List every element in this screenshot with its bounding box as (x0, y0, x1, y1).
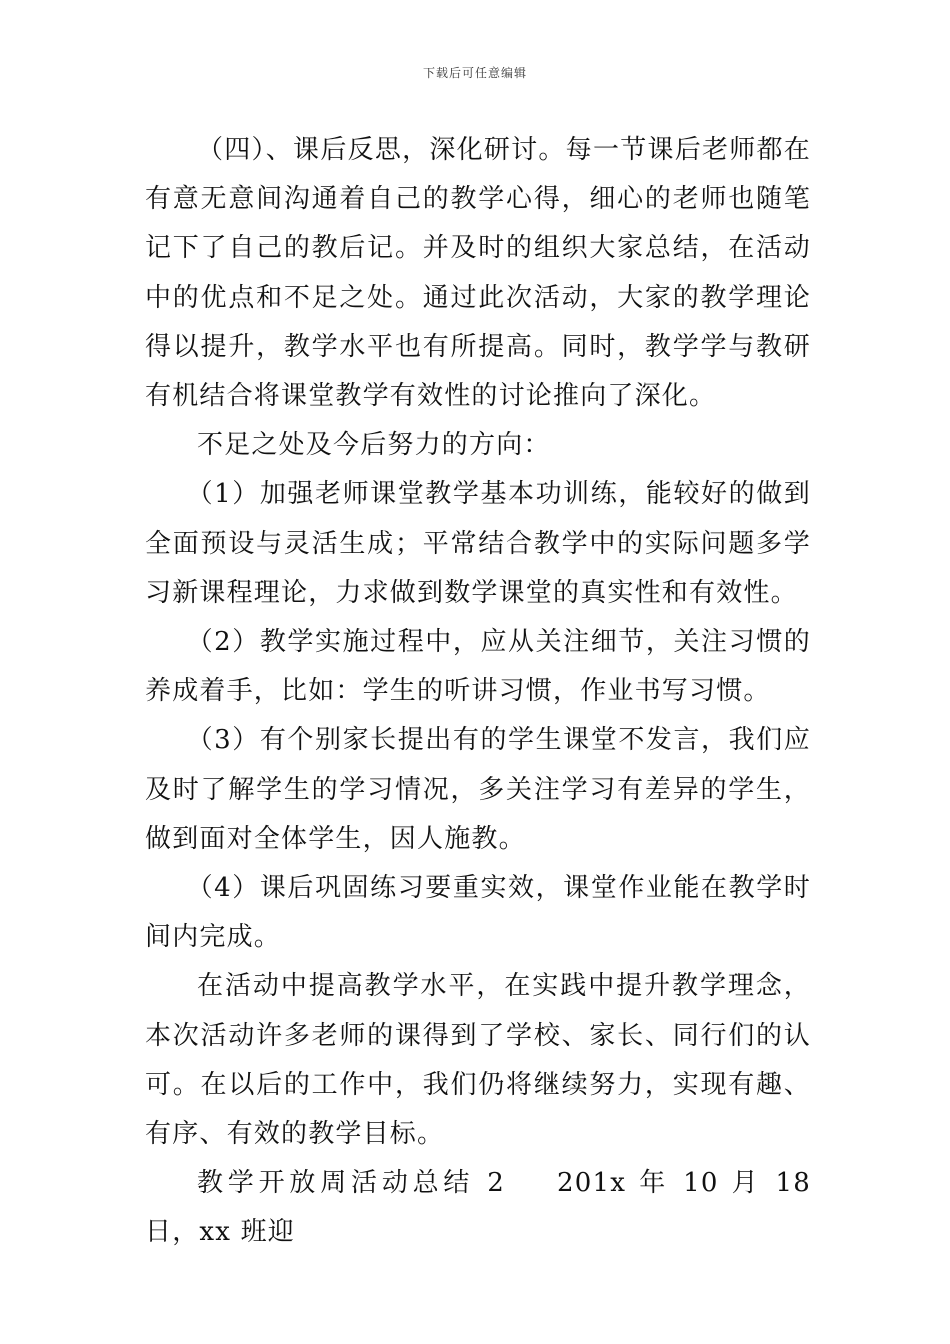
paragraph-reflection: （四）、课后反思，深化研讨。每一节课后老师都在有意无意间沟通着自己的教学心得，细心的老师也随笔记下了自己的教后记。并及时的组织大家总结，在活动中的优点和不足之处。通过此次活动，大家的教学理论得以提升，教学水平也有所提高。同时，教学学与教研有机结合将课堂教学有效性的讨论推向了深化。 (145, 135, 811, 412)
section-opening-text: 201x 年 10 月 18 日，xx 班迎 (145, 1168, 811, 1248)
paragraph-shortcomings-heading: 不足之处及今后努力的方向： (197, 430, 551, 461)
paragraph-conclusion: 在活动中提高教学水平，在实践中提升教学理念，本次活动许多老师的课得到了学校、家长、同行们的认可。在以后的工作中，我们仍将继续努力，实现有趣、有序、有效的教学目标。 (145, 971, 811, 1150)
paragraph-item-2: （2）教学实施过程中，应从关注细节，关注习惯的养成着手，比如：学生的听讲习惯，作业书写习惯。 (145, 627, 811, 707)
document-body (145, 126, 811, 1258)
section-title: 教学开放周活动总结 2 (197, 1168, 506, 1199)
paragraph-item-4: （4）课后巩固练习要重实效，课堂作业能在教学时间内完成。 (145, 873, 811, 953)
paragraph-item-3: （3）有个别家长提出有的学生课堂不发言，我们应及时了解学生的学习情况，多关注学习有差异的学生，做到面对全体学生，因人施教。 (145, 725, 811, 854)
paragraph-next-section (145, 1159, 811, 1257)
paragraph-item-1: （1）加强老师课堂教学基本功训练，能较好的做到全面预设与灵活生成；平常结合教学中的实际问题多学习新课程理论，力求做到数学课堂的真实性和有效性。 (145, 479, 811, 608)
page-header: 下载后可任意编辑 (422, 66, 527, 80)
